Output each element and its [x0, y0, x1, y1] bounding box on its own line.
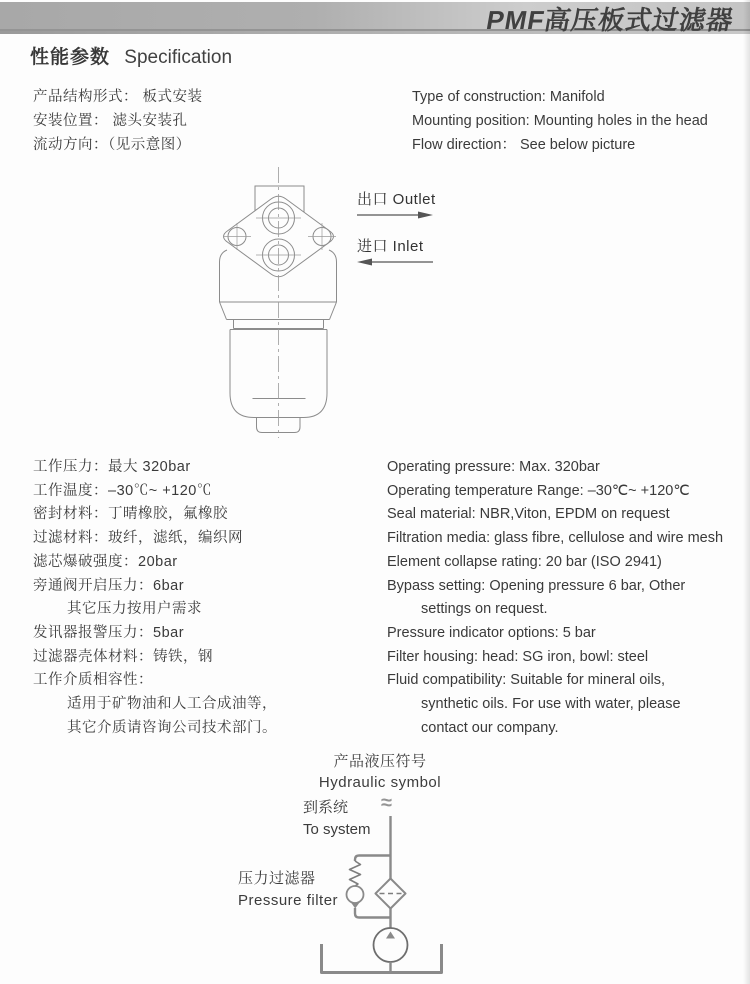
construction-line: 产品结构形式： 板式安装: [33, 89, 203, 105]
section-title-zh: 性能参数: [30, 47, 111, 68]
spec-line: 其它介质请咨询公司技术部门。: [67, 719, 277, 736]
pump-triangle-icon: [386, 932, 395, 939]
spec-line: 过滤器壳体材料：铸铁，钢: [33, 648, 213, 665]
valve-ball-icon: [347, 886, 364, 903]
spec-line: Seal material: NBR,Viton, EPDM on request: [387, 506, 670, 523]
construction-line: 流动方向：（见示意图）: [33, 137, 191, 153]
bypass-valve-symbol: [347, 856, 391, 918]
head-shoulder-left: [220, 250, 228, 302]
spec-line: contact our company.: [421, 719, 559, 736]
crosshair-lines: [223, 218, 336, 255]
head-top-tab: [255, 186, 304, 212]
spec-line: synthetic oils. For use with water, please: [421, 696, 681, 713]
inlet-arrow: [357, 259, 433, 266]
taper-right: [330, 302, 337, 320]
scan-edge-shadow: [743, 0, 750, 984]
to-system-zh: 到系统: [303, 799, 349, 816]
spring-icon: [350, 861, 361, 886]
spec-line: Element collapse rating: 20 bar (ISO 2941): [387, 553, 662, 570]
section-title-en: Specification: [124, 47, 233, 68]
inlet-label: 进口 Inlet: [357, 238, 424, 255]
spec-line: Bypass setting: Opening pressure 6 bar, Other: [387, 577, 686, 594]
construction-line: Type of construction: Manifold: [412, 89, 605, 105]
spec-line: 工作温度：–30℃~ +120℃: [33, 482, 212, 499]
outlet-port-outer: [263, 202, 295, 234]
outlet-port-inner: [269, 208, 289, 228]
spec-line: 滤芯爆破强度：20bar: [33, 553, 178, 570]
spec-line: 其它压力按用户需求: [67, 601, 202, 618]
bowl-outline: [230, 330, 327, 418]
section-title: [30, 42, 232, 69]
spec-line: Filtration media: glass fibre, cellulose and wire mesh: [387, 530, 724, 547]
specs-block-zh: [33, 456, 277, 740]
construction-block-en: [412, 85, 708, 157]
spec-line: 发讯器报警压力：5bar: [33, 624, 185, 641]
inlet-port-outer: [263, 239, 295, 271]
head-shoulder-right: [329, 250, 337, 302]
mounting-hole-left: [228, 228, 246, 246]
construction-line: 安装位置： 滤头安装孔: [33, 113, 188, 129]
tank-symbol: [322, 944, 442, 973]
spec-line: Filter housing: head: SG iron, bowl: steel: [387, 648, 649, 665]
spec-line: settings on request.: [421, 601, 548, 618]
spec-line: 过滤材料：玻纤，滤纸，编织网: [33, 530, 243, 547]
page-title: PMF高压板式过滤器: [484, 5, 737, 35]
to-system-en: To system: [303, 821, 371, 838]
drain-plug: [257, 418, 301, 433]
filter-element-symbol: [376, 879, 406, 909]
spec-line: 适用于矿物油和人工合成油等，: [67, 696, 277, 713]
hydraulic-title-en: Hydraulic symbol: [318, 774, 442, 791]
taper-left: [220, 302, 227, 320]
to-system-label: [303, 797, 371, 841]
construction-line: Mounting position: Mounting holes in the head: [412, 113, 708, 129]
approx-symbol: ≈: [381, 792, 392, 814]
pressure-filter-label: [238, 868, 338, 911]
spec-line: Fluid compatibility: Suitable for mineral oils,: [387, 672, 666, 689]
construction-block-zh: [33, 85, 203, 157]
inlet-port-inner: [269, 245, 289, 265]
pump-symbol: [374, 928, 408, 962]
spec-line: 旁通阀开启压力：6bar: [33, 577, 185, 594]
spec-line: 工作压力：最大 320bar: [33, 459, 191, 475]
mounting-hole-right: [313, 228, 331, 246]
filter-technical-drawing: [220, 167, 337, 438]
construction-line: Flow direction： See below picture: [412, 137, 636, 153]
spec-line: 密封材料：丁晴橡胶，氟橡胶: [33, 506, 228, 523]
hydraulic-title-zh: 产品液压符号: [333, 753, 427, 770]
pressure-filter-en: Pressure filter: [238, 891, 339, 909]
pressure-filter-zh: 压力过滤器: [238, 870, 316, 887]
spec-line: 工作介质相容性：: [33, 672, 153, 689]
hydraulic-symbol-title: [270, 751, 490, 793]
spec-line: Operating pressure: Max. 320bar: [387, 459, 600, 475]
outlet-arrow: [357, 212, 433, 219]
spec-line: Operating temperature Range: –30℃~ +120℃: [387, 482, 690, 499]
specs-block-en: [387, 456, 723, 740]
valve-seat-icon: [351, 903, 360, 909]
spec-line: Pressure indicator options: 5 bar: [387, 624, 596, 641]
outlet-label: 出口 Outlet: [357, 191, 436, 208]
head-diamond-plate: [224, 196, 334, 277]
